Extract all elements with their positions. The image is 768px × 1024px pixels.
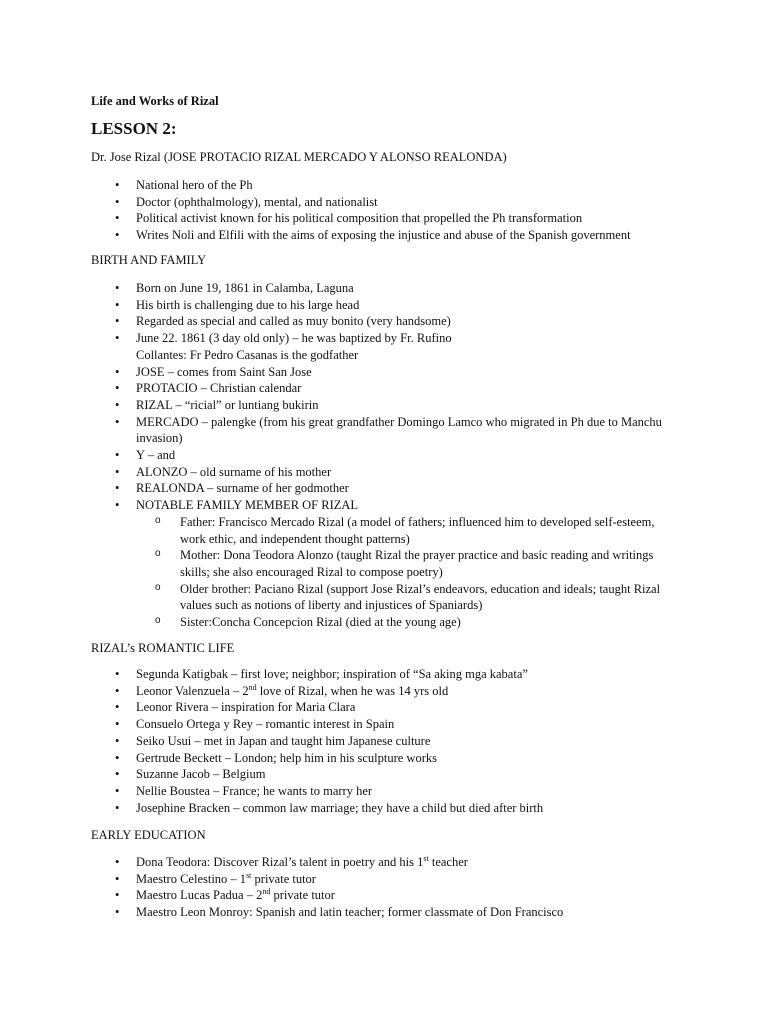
list-item: • His birth is challenging due to his large head	[0, 297, 663, 314]
list-item: • Doctor (ophthalmology), mental, and nationalist	[0, 194, 631, 211]
birth-list	[0, 280, 663, 631]
list-item: • Political activist known for his political composition that propelled the Ph transformation	[0, 210, 631, 227]
superscript: nd	[262, 887, 271, 897]
superscript: nd	[248, 682, 257, 692]
list-item: • Seiko Usui – met in Japan and taught him Japanese culture	[0, 733, 543, 750]
list-item	[0, 854, 563, 871]
list-item: • Josephine Bracken – common law marriage; they have a child but died after birth	[0, 800, 543, 817]
list-item	[0, 683, 543, 700]
section-heading-romantic: RIZAL’s ROMANTIC LIFE	[91, 641, 235, 655]
sup-text-post: private tutor	[270, 888, 335, 903]
list-item: • Consuelo Ortega y Rey – romantic interest in Spain	[0, 716, 543, 733]
list-item: • Segunda Katigbak – first love; neighbor; inspiration of “Sa aking mga kabata”	[0, 666, 543, 683]
family-item: o Older brother: Paciano Rizal (support Jose Rizal’s endeavors, education and ideals; taught Rizal values such as notions of liberty and injustices of Spaniards)	[180, 581, 662, 614]
intro-paragraph: Dr. Jose Rizal (JOSE PROTACIO RIZAL MERCADO Y ALONSO REALONDA)	[91, 150, 507, 164]
list-item: • MERCADO – palengke (from his great grandfather Domingo Lamco who migrated in Ph due to Manchu invasion)	[0, 414, 663, 447]
education-list	[0, 854, 563, 921]
intro-list	[0, 177, 631, 244]
superscript: st	[423, 853, 429, 863]
sup-text-pre: Dona Teodora: Discover Rizal’s talent in poetry and his 1	[136, 855, 424, 869]
section-heading-education: EARLY EDUCATION	[91, 828, 206, 842]
list-item: • Writes Noli and Elfili with the aims of exposing the injustice and abuse of the Spanish government	[0, 227, 631, 244]
list-item: • Suzanne Jacob – Belgium	[0, 766, 543, 783]
list-item: • National hero of the Ph	[0, 177, 631, 194]
document-title: Life and Works of Rizal	[91, 94, 219, 108]
list-item: • JOSE – comes from Saint San Jose	[0, 364, 663, 381]
sup-text-post: private tutor	[251, 871, 316, 886]
sup-text-pre: Maestro Celestino – 1	[136, 871, 247, 886]
list-item: • Y – and	[0, 447, 663, 464]
list-item: • Gertrude Beckett – London; help him in his sculpture works	[0, 750, 543, 767]
sup-text-pre: Maestro Lucas Padua – 2	[136, 888, 263, 903]
list-item: • Maestro Leon Monroy: Spanish and latin teacher; former classmate of Don Francisco	[0, 904, 563, 921]
list-item: • June 22. 1861 (3 day old only) – he was baptized by Fr. Rufino Collantes: Fr Pedro Casanas is the godfather	[0, 330, 466, 363]
list-item: • Born on June 19, 1861 in Calamba, Laguna	[0, 280, 663, 297]
list-item: • Nellie Boustea – France; he wants to marry her	[0, 783, 543, 800]
list-item: • ALONZO – old surname of his mother	[0, 464, 663, 481]
list-item: • Leonor Rivera – inspiration for Maria Clara	[0, 699, 543, 716]
family-list	[136, 514, 663, 631]
list-item-label: NOTABLE FAMILY MEMBER OF RIZAL	[136, 498, 359, 513]
sup-text-post: love of Rizal, when he was 14 yrs old	[256, 683, 449, 698]
list-item	[0, 887, 563, 904]
list-item	[0, 871, 563, 888]
list-item	[0, 497, 663, 631]
family-item: o Mother: Dona Teodora Alonzo (taught Rizal the prayer practice and basic reading and writings skills; she also encouraged Rizal to compose poetry)	[180, 547, 662, 580]
list-item: • REALONDA – surname of her godmother	[0, 480, 663, 497]
list-item: • PROTACIO – Christian calendar	[0, 380, 663, 397]
sup-text-post: teacher	[428, 855, 468, 869]
list-item: • Regarded as special and called as muy bonito (very handsome)	[0, 313, 663, 330]
sup-text-pre: Leonor Valenzuela – 2	[136, 683, 249, 698]
section-heading-birth: BIRTH AND FAMILY	[91, 253, 207, 267]
family-item: o Sister:Concha Concepcion Rizal (died at the young age)	[180, 614, 662, 631]
family-item: o Father: Francisco Mercado Rizal (a model of fathers; influenced him to developed self-esteem, work ethic, and independent thought patterns)	[180, 514, 662, 547]
superscript: st	[246, 870, 252, 880]
romantic-list	[0, 666, 543, 816]
list-item: • RIZAL – “ricial” or luntiang bukirin	[0, 397, 663, 414]
lesson-heading: LESSON 2:	[91, 119, 177, 138]
